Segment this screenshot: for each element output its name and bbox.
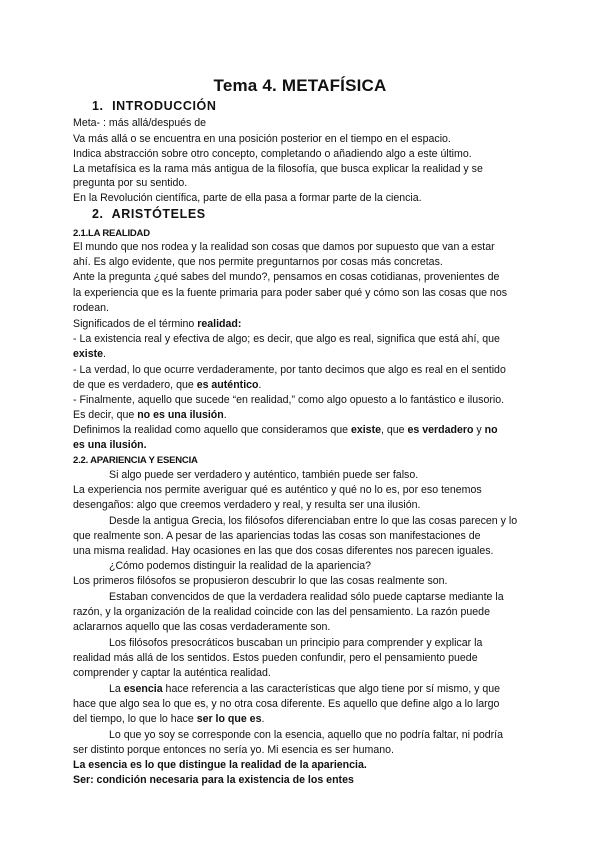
section-number: 1. [92, 99, 104, 113]
text-run: . [223, 409, 227, 421]
paragraph-line-bold: Ser: condición necesaria para la existencia de los entes [73, 774, 354, 786]
list-item-line [73, 379, 573, 392]
bold-term: realidad: [197, 318, 242, 330]
paragraph-line: Si algo puede ser verdadero y auténtico, también puede ser falso. [109, 469, 419, 481]
section-title: ARISTÓTELES [111, 207, 206, 221]
paragraph-line: ahí. Es algo evidente, que nos permite preguntarnos por cosas más concretas. [73, 256, 443, 268]
text-run: Es decir, que [73, 409, 138, 421]
paragraph-line: La experiencia nos permite averiguar qué es auténtico y qué no lo es, por eso tenemos [73, 484, 482, 496]
paragraph-line: En la Revolución científica, parte de ella pasa a formar parte de la ciencia. [73, 192, 422, 204]
paragraph-line [73, 713, 573, 726]
bold-term: existe [350, 424, 381, 436]
paragraph-line-bold: La esencia es lo que distingue la realidad de la apariencia. [73, 759, 367, 771]
paragraph-line: una misma realidad. Hay ocasiones en las que dos cosas diferentes nos parecen iguales. [73, 545, 494, 557]
paragraph-line: Los primeros filósofos se propusieron descubrir lo que las cosas realmente son. [73, 575, 448, 587]
paragraph-line: que realmente son. A pesar de las apariencias todas las cosas son manifestaciones de [73, 530, 481, 542]
text-run: . [103, 348, 106, 360]
paragraph-line-esencia [109, 683, 600, 696]
paragraph-line-bold: es una ilusión. [73, 439, 147, 451]
paragraph-line: hace que algo sea lo que es, y no otra cosa diferente. Es aquello que define algo a lo largo [73, 698, 500, 710]
list-item-line: - La verdad, lo que ocurre verdaderamente, por tanto decimos que algo es real en el sentido [73, 364, 506, 376]
text-run: hace referencia a las características que algo tiene por sí mismo, y que [162, 683, 501, 695]
bold-term: no [484, 424, 498, 436]
bold-term: existe [73, 348, 104, 360]
bold-term: esencia [123, 683, 163, 695]
paragraph-line: Ante la pregunta ¿qué sabes del mundo?, pensamos en cosas cotidianas, provenientes de [73, 271, 500, 283]
paragraph-line: Va más allá o se encuentra en una posición posterior en el tiempo en el espacio. [73, 133, 451, 145]
paragraph-line: Desde la antigua Grecia, los filósofos diferenciaban entre lo que las cosas parecen y lo [109, 515, 518, 527]
paragraph-line: realidad más allá de los sentidos. Estos pueden confundir, pero el pensamiento puede [73, 652, 478, 664]
list-item-line [73, 409, 573, 422]
text-run: Definimos la realidad como aquello que consideramos que [73, 424, 351, 436]
text-run: La [109, 683, 124, 695]
paragraph-line: comprender y captar la auténtica realidad. [73, 667, 271, 679]
paragraph-line: Indica abstracción sobre otro concepto, completando o añadiendo algo a este último. [73, 148, 472, 160]
paragraph-line: ¿Cómo podemos distinguir la realidad de la apariencia? [109, 560, 372, 572]
document-title: Tema 4. METAFÍSICA [213, 76, 387, 95]
paragraph-line: ser distinto porque entonces no sería yo. Mi esencia es ser humano. [73, 744, 394, 756]
paragraph-line: desengaños: algo que creemos verdadero y real, y resulta ser una ilusión. [73, 499, 421, 511]
bold-term: no es una ilusión [137, 409, 224, 421]
paragraph-line: rodean. [73, 302, 109, 314]
bold-term: es verdadero [407, 424, 474, 436]
paragraph-line-definimos [73, 424, 573, 437]
list-item-line [73, 348, 573, 361]
list-item-line: - La existencia real y efectiva de algo; es decir, que algo es real, significa que está ahí, que [73, 333, 500, 345]
subsection-heading-apariencia-y-esencia: 2.2. APARIENCIA Y ESENCIA [73, 455, 198, 466]
paragraph-line: pregunta por su sentido. [73, 177, 188, 189]
text-run: , que [381, 424, 408, 436]
section-title: INTRODUCCIÓN [112, 99, 217, 113]
text-run: . [258, 379, 262, 391]
paragraph-line: Meta- : más allá/después de [73, 117, 207, 129]
paragraph-line: aclararnos aquello que las cosas verdaderamente son. [73, 621, 331, 633]
paragraph-line: Lo que yo soy se corresponde con la esencia, aquello que no podría faltar, ni podría [109, 729, 504, 741]
paragraph-line: El mundo que nos rodea y la realidad son cosas que damos por supuesto que van a estar [73, 241, 495, 253]
section-heading-aristoteles [92, 207, 206, 221]
text-run: y [473, 424, 485, 436]
text-run: . [261, 713, 265, 725]
bold-term: es auténtico [196, 379, 259, 391]
paragraph-line: la experiencia que es la fuente primaria para poder saber qué y cómo son las cosas que nos [73, 287, 508, 299]
paragraph-line: Estaban convencidos de que la verdadera realidad sólo puede captarse mediante la [109, 591, 504, 603]
paragraph-line: La metafísica es la rama más antigua de la filosofía, que busca explicar la realidad y se [73, 163, 483, 175]
paragraph-line-significados [73, 318, 573, 331]
text-run: Significados de el término [73, 318, 198, 330]
paragraph-line: Los filósofos presocráticos buscaban un principio para comprender y explicar la [109, 637, 483, 649]
paragraph-line: razón, y la organización de la realidad coincide con las del pensamiento. La razón puede [73, 606, 490, 618]
list-item-line: - Finalmente, aquello que sucede “en realidad,” como algo opuesto a lo fantástico e ilusorio. [73, 394, 505, 406]
text-run: de que es verdadero, que [73, 379, 197, 391]
section-number: 2. [92, 207, 104, 221]
subsection-heading-la-realidad: 2.1.LA REALIDAD [73, 228, 150, 239]
text-run: del tiempo, lo que lo hace [73, 713, 197, 725]
bold-term: ser lo que es [196, 713, 262, 725]
section-heading-introduccion [92, 99, 217, 113]
